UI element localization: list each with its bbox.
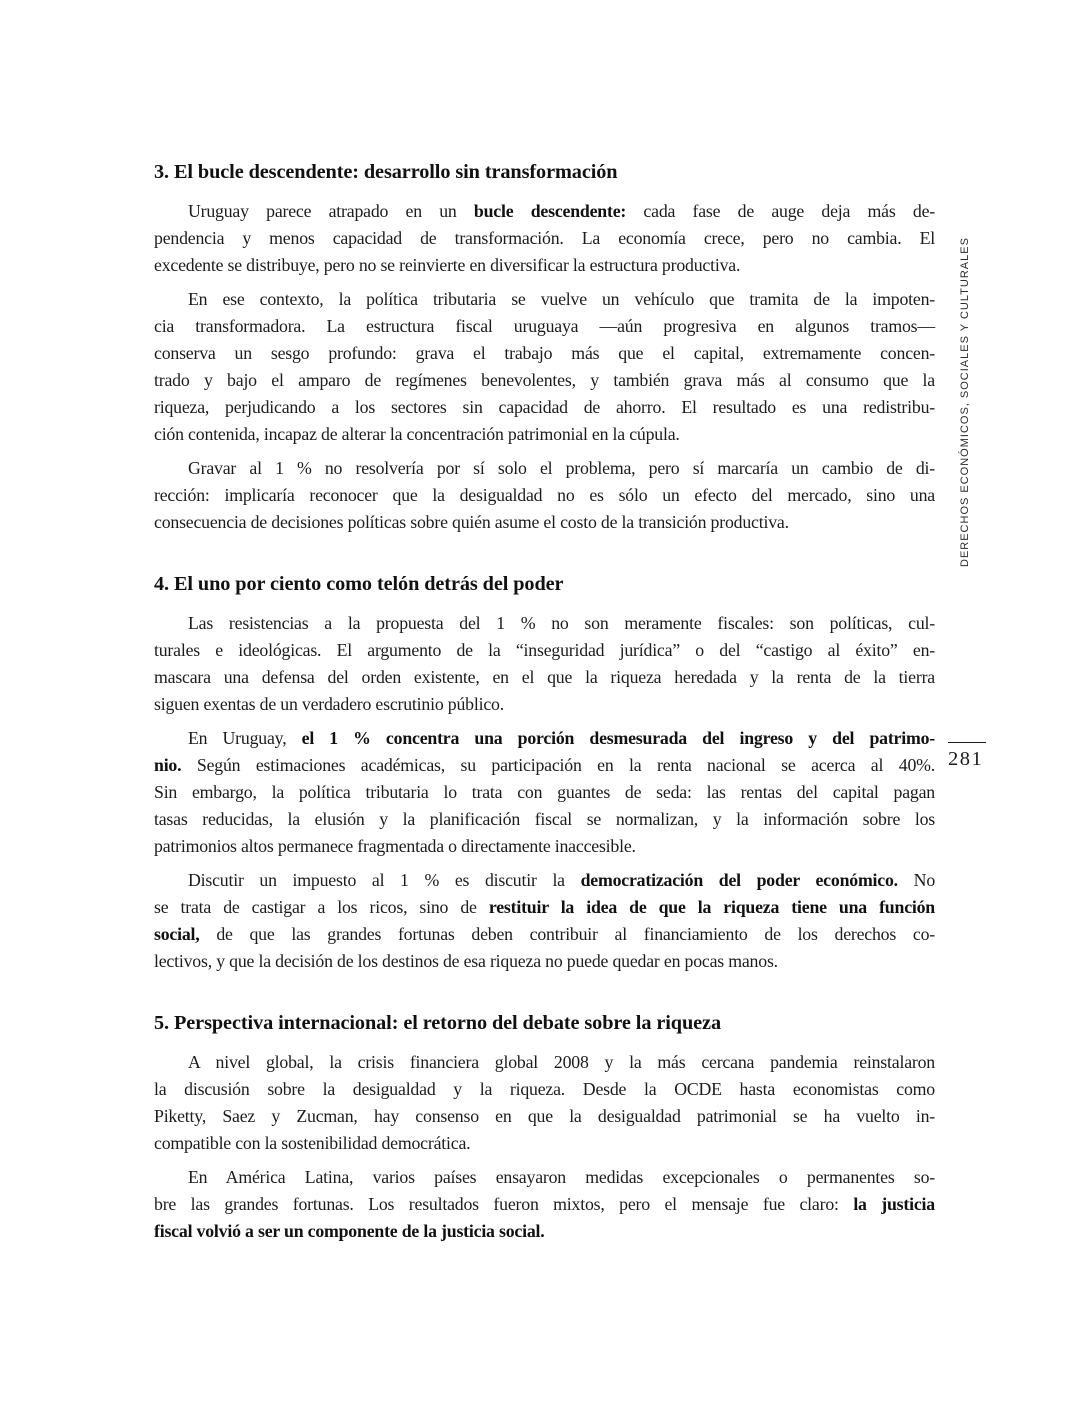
- text-segment: Según estimaciones académicas, su participación en la renta nacional se acerca al 40%.: [181, 755, 935, 775]
- text-line: [154, 252, 935, 279]
- paragraph: [154, 1049, 935, 1157]
- text-segment: tasas reducidas, la elusión y la planificación fiscal se normalizan, y la información sobre los: [154, 809, 935, 829]
- bold-text-segment: restituir la idea de que la riqueza tiene una función: [488, 897, 935, 917]
- paragraph: [154, 725, 935, 860]
- text-line: [154, 455, 935, 482]
- text-segment: cada fase de auge deja más de-: [626, 201, 935, 221]
- text-line: [154, 752, 935, 779]
- text-segment: En Uruguay,: [188, 728, 302, 748]
- text-segment: Las resistencias a la propuesta del 1 % no son meramente fiscales: son políticas, cul-: [188, 613, 935, 633]
- sidebar-vertical-title: DERECHOS ECONÓMICOS, SOCIALES Y CULTURALES: [959, 237, 971, 567]
- bold-text-segment: bucle descendente:: [473, 201, 627, 221]
- text-segment: turales e ideológicas. El argumento de la “inseguridad jurídica” o del “castigo al éxito” en-: [154, 640, 935, 660]
- text-segment: bre las grandes fortunas. Los resultados fueron mixtos, pero el mensaje fue claro:: [154, 1194, 854, 1214]
- text-segment: se trata de castigar a los ricos, sino de: [154, 897, 489, 917]
- text-line: [154, 286, 935, 313]
- text-line: [154, 313, 935, 340]
- text-column: [154, 159, 935, 1245]
- text-line: [154, 1049, 935, 1076]
- text-line: [154, 948, 935, 975]
- paragraph: [154, 1164, 935, 1245]
- text-line: [154, 482, 935, 509]
- text-line: [154, 198, 935, 225]
- text-line: [154, 691, 935, 718]
- text-segment: cia transformadora. La estructura fiscal uruguaya —aún progresiva en algunos tramos—: [154, 316, 935, 336]
- text-segment: lectivos, y que la decisión de los destinos de esa riqueza no puede quedar en pocas manos.: [154, 951, 778, 971]
- bold-text-segment: democratización del poder económico.: [580, 870, 898, 890]
- text-line: [154, 637, 935, 664]
- text-segment: compatible con la sostenibilidad democrática.: [154, 1133, 471, 1153]
- folio-block: [948, 742, 990, 771]
- text-line: [154, 394, 935, 421]
- paragraph: [154, 286, 935, 448]
- text-segment: En América Latina, varios países ensayaron medidas excepcionales o permanentes so-: [188, 1167, 935, 1187]
- text-line: [154, 610, 935, 637]
- text-segment: la discusión sobre la desigualdad y la riqueza. Desde la OCDE hasta economistas como: [154, 1079, 935, 1099]
- page-number-rule: [948, 742, 986, 743]
- text-line: [154, 833, 935, 860]
- section-heading: 3. El bucle descendente: desarrollo sin transformación: [154, 161, 618, 183]
- text-line: [154, 1164, 935, 1191]
- text-segment: ción contenida, incapaz de alterar la concentración patrimonial en la cúpula.: [154, 424, 680, 444]
- paragraph: [154, 610, 935, 718]
- text-line: [154, 340, 935, 367]
- text-segment: mascara una defensa del orden existente, en el que la riqueza heredada y la renta de la tierra: [154, 667, 935, 687]
- bold-text-segment: social,: [154, 924, 200, 944]
- bold-text-segment: el 1 % concentra una porción desmesurada del ingreso y del patrimo-: [301, 728, 936, 748]
- text-line: [154, 779, 935, 806]
- text-line: [154, 1191, 935, 1218]
- text-line: [154, 421, 935, 448]
- text-line: [154, 664, 935, 691]
- text-segment: conserva un sesgo profundo: grava el trabajo más que el capital, extremamente concen-: [154, 343, 935, 363]
- text-line: [154, 1218, 935, 1245]
- text-line: [154, 367, 935, 394]
- text-line: [154, 921, 935, 948]
- section-heading: 4. El uno por ciento como telón detrás del poder: [154, 573, 564, 595]
- paragraph: [154, 455, 935, 536]
- text-line: [154, 867, 935, 894]
- text-segment: A nivel global, la crisis financiera global 2008 y la más cercana pandemia reinstalaron: [188, 1052, 935, 1072]
- text-line: [154, 1076, 935, 1103]
- text-line: [154, 894, 935, 921]
- paragraph: [154, 867, 935, 975]
- text-segment: siguen exentas de un verdadero escrutinio público.: [154, 694, 504, 714]
- text-segment: pendencia y menos capacidad de transformación. La economía crece, pero no cambia. El: [154, 228, 935, 248]
- text-segment: de que las grandes fortunas deben contribuir al financiamiento de los derechos co-: [199, 924, 935, 944]
- page-number: 281: [948, 748, 984, 770]
- section-heading: 5. Perspectiva internacional: el retorno del debate sobre la riqueza: [154, 1012, 721, 1034]
- text-line: [154, 509, 935, 536]
- text-segment: rección: implicaría reconocer que la desigualdad no es sólo un efecto del mercado, sino una: [154, 485, 935, 505]
- text-line: [154, 806, 935, 833]
- text-segment: En ese contexto, la política tributaria se vuelve un vehículo que tramita de la impoten-: [188, 289, 935, 309]
- bold-text-segment: la justicia: [853, 1194, 935, 1214]
- text-segment: Sin embargo, la política tributaria lo trata con guantes de seda: las rentas del capital pagan: [154, 782, 935, 802]
- text-segment: No: [897, 870, 936, 890]
- text-segment: riqueza, perjudicando a los sectores sin capacidad de ahorro. El resultado es una redistribu-: [154, 397, 935, 417]
- text-segment: consecuencia de decisiones políticas sobre quién asume el costo de la transición productiva.: [154, 512, 789, 532]
- text-segment: trado y bajo el amparo de regímenes benevolentes, y también grava más al consumo que la: [154, 370, 935, 390]
- text-line: [154, 1130, 935, 1157]
- text-line: [154, 225, 935, 252]
- text-line: [154, 1103, 935, 1130]
- bold-text-segment: fiscal volvió a ser un componente de la justicia social.: [154, 1221, 545, 1241]
- text-segment: Uruguay parece atrapado en un: [188, 201, 474, 221]
- text-segment: Discutir un impuesto al 1 % es discutir la: [188, 870, 581, 890]
- paragraph: [154, 198, 935, 279]
- bold-text-segment: nio.: [154, 755, 182, 775]
- text-segment: excedente se distribuye, pero no se reinvierte en diversificar la estructura productiva.: [154, 255, 741, 275]
- text-segment: patrimonios altos permanece fragmentada o directamente inaccesible.: [154, 836, 636, 856]
- text-segment: Gravar al 1 % no resolvería por sí solo el problema, pero sí marcaría un cambio de di-: [188, 458, 935, 478]
- text-line: [154, 725, 935, 752]
- text-segment: Piketty, Saez y Zucman, hay consenso en que la desigualdad patrimonial se ha vuelto in-: [154, 1106, 935, 1126]
